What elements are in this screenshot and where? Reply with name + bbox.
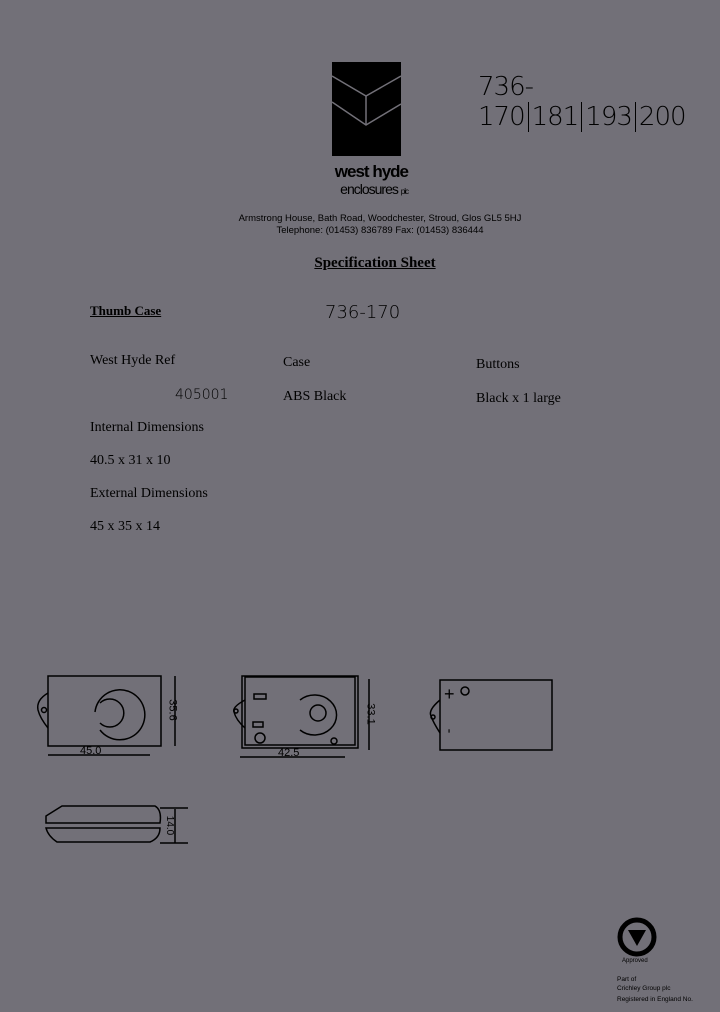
ref-label: West Hyde Ref (90, 353, 176, 368)
logo-name: west hyde (334, 162, 408, 181)
ref-value: 405001 (175, 387, 229, 403)
dim-top-height: 35.6 (166, 699, 179, 721)
handwritten-product-code: 736-170 (325, 302, 401, 323)
ref-200: 200 (638, 102, 686, 132)
footer-line1: Part of (617, 976, 637, 983)
internal-dimensions-value: 40.5 x 31 x 10 (90, 453, 171, 468)
ref-736-170: 736-170 (478, 72, 534, 132)
internal-dimensions-label: Internal Dimensions (90, 420, 204, 435)
company-contact: Telephone: (01453) 836789 Fax: (01453) 836444 (276, 225, 484, 236)
dim-inside-width: 42.5 (278, 747, 300, 759)
dim-top-width: 45.0 (80, 745, 102, 757)
ref-181: 181 (531, 102, 579, 132)
company-address: Armstrong House, Bath Road, Woodchester, Stroud, Glos GL5 5HJ (238, 213, 522, 224)
cert-label: Approved (622, 958, 648, 964)
page-title: Specification Sheet (314, 255, 436, 271)
case-label: Case (283, 355, 311, 370)
buttons-value: Black x 1 large (476, 391, 561, 406)
plus-marking: + (444, 684, 455, 704)
buttons-label: Buttons (476, 357, 520, 372)
footer-line3: Registered in England No. (617, 996, 693, 1003)
product-name: Thumb Case (90, 303, 162, 318)
footer-line2: Crichley Group plc (617, 985, 671, 992)
dim-side-height: 14.0 (164, 815, 176, 836)
ref-193: 193 (585, 102, 632, 132)
external-dimensions-value: 45 x 35 x 14 (90, 519, 160, 534)
logo-subname: enclosures plc (340, 181, 408, 197)
external-dimensions-label: External Dimensions (90, 486, 208, 501)
minus-marking: - (442, 728, 459, 734)
dim-inside-height: 33.1 (364, 703, 377, 725)
case-value: ABS Black (283, 389, 347, 404)
